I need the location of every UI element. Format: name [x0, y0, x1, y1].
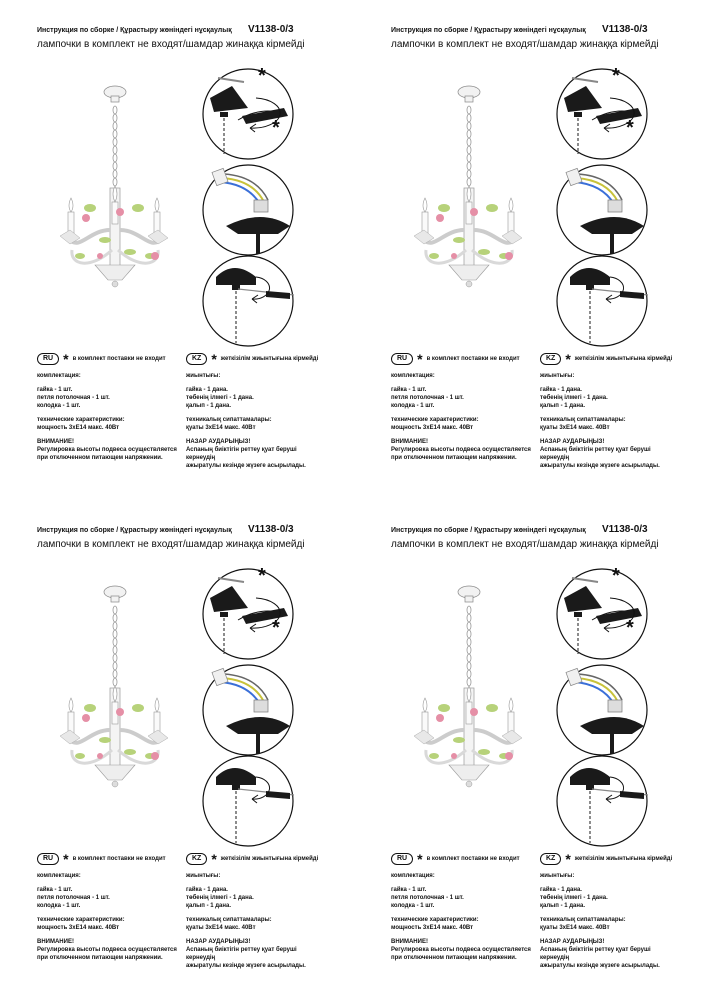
ru-warning-line: Регулировка высоты подвеса осуществляется [391, 447, 531, 453]
ru-not-included: в комплект поставки не входит [426, 856, 520, 862]
step-1-marker-a: * [258, 68, 266, 87]
kazakh-column [540, 352, 680, 470]
ru-warning-line: при отключенном питающем напряжении. [391, 955, 517, 961]
step-1-canopy-mount [552, 568, 652, 660]
ru-star-icon: * [63, 351, 69, 367]
kz-kit-item: төбенің ілмегі - 1 дана. [186, 895, 254, 901]
kz-star-icon: * [211, 351, 217, 367]
kz-star-icon: * [211, 851, 217, 867]
kz-kit-item: қалып - 1 дана. [186, 903, 232, 909]
step-1-marker-a: * [258, 568, 266, 587]
instruction-sheet-bottom-left [0, 500, 353, 1000]
kz-kit-heading: жиынтығы: [540, 373, 575, 379]
kz-kit-heading: жиынтығы: [186, 873, 221, 879]
ru-warning-heading: ВНИМАНИЕ! [37, 439, 74, 445]
step-2-wiring [552, 164, 652, 256]
ru-kit-heading: комплектация: [391, 873, 435, 879]
kz-specs-value: қуаты 3хЕ14 макс. 40Вт [186, 425, 256, 431]
ru-warning-line: Регулировка высоты подвеса осуществляется [391, 947, 531, 953]
ru-warning-heading: ВНИМАНИЕ! [391, 939, 428, 945]
kz-not-included: жеткізілім жиынтығына кірмейді [574, 356, 673, 362]
kazakh-column [186, 352, 326, 470]
model-number: V1138-0/3 [602, 24, 648, 35]
kz-legend [186, 852, 326, 866]
ru-not-included: в комплект поставки не входит [72, 356, 166, 362]
kz-warning-line: Аспаның биіктігін реттеу қуат беруші кернеудің [186, 947, 297, 961]
chandelier-illustration [404, 580, 534, 800]
ru-specs-value: мощность 3хЕ14 макс. 40Вт [37, 925, 120, 931]
kz-kit-item: төбенің ілмегі - 1 дана. [540, 395, 608, 401]
ru-warning-heading: ВНИМАНИЕ! [37, 939, 74, 945]
ru-kit-heading: комплектация: [37, 873, 81, 879]
kz-star-icon: * [565, 351, 571, 367]
step-3-height-adjust [198, 255, 298, 347]
russian-column [37, 352, 187, 462]
kz-specs-heading: техникалық сипаттамалары: [540, 917, 626, 923]
sheet-title: Инструкция по сборке / Құрастыру жөніндегі нұсқаулық [391, 27, 586, 34]
kz-kit-item: төбенің ілмегі - 1 дана. [540, 895, 608, 901]
kz-star-icon: * [565, 851, 571, 867]
ru-kit-item: гайка - 1 шт. [37, 387, 73, 393]
chandelier-illustration [50, 80, 180, 300]
ru-specs-value: мощность 3хЕ14 макс. 40Вт [37, 425, 120, 431]
bulbs-not-included-note: лампочки в комплект не входят/шамдар жинаққа кірмейді [391, 539, 659, 550]
step-1-canopy-mount [198, 568, 298, 660]
bulbs-not-included-note: лампочки в комплект не входят/шамдар жинаққа кірмейді [37, 539, 305, 550]
kz-not-included: жеткізілім жиынтығына кірмейді [220, 856, 319, 862]
ru-kit-item: гайка - 1 шт. [37, 887, 73, 893]
model-number: V1138-0/3 [602, 524, 648, 535]
instruction-sheet-bottom-right [354, 500, 707, 1000]
kz-specs-value: қуаты 3хЕ14 макс. 40Вт [540, 425, 610, 431]
kz-kit-item: гайка - 1 дана. [186, 887, 228, 893]
kz-kit-item: гайка - 1 дана. [540, 887, 582, 893]
kz-badge: KZ [540, 353, 561, 365]
step-2-wiring [552, 664, 652, 756]
ru-specs-heading: технические характеристики: [391, 417, 479, 423]
step-1-canopy-mount [198, 68, 298, 160]
step-1-marker-b: * [272, 117, 280, 139]
kz-specs-heading: техникалық сипаттамалары: [186, 917, 272, 923]
ru-specs-heading: технические характеристики: [37, 917, 125, 923]
ru-legend [37, 852, 187, 866]
instruction-sheet-top-left [0, 0, 353, 500]
kz-warning-heading: НАЗАР АУДАРЫҢЫЗ! [540, 439, 605, 445]
kz-badge: KZ [186, 353, 207, 365]
ru-warning-line: Регулировка высоты подвеса осуществляется [37, 947, 177, 953]
step-1-canopy-mount [552, 68, 652, 160]
ru-specs-heading: технические характеристики: [37, 417, 125, 423]
ru-legend [391, 852, 541, 866]
russian-column [391, 352, 541, 462]
kz-kit-item: қалып - 1 дана. [540, 403, 586, 409]
kz-kit-heading: жиынтығы: [186, 373, 221, 379]
kz-legend [540, 352, 680, 366]
bulbs-not-included-note: лампочки в комплект не входят/шамдар жинаққа кірмейді [391, 39, 659, 50]
step-3-height-adjust [198, 755, 298, 847]
step-3-height-adjust [552, 755, 652, 847]
kz-warning-heading: НАЗАР АУДАРЫҢЫЗ! [540, 939, 605, 945]
step-2-wiring [198, 664, 298, 756]
ru-kit-item: петля потолочная - 1 шт. [391, 895, 464, 901]
kz-warning-line: Аспаның биіктігін реттеу қуат беруші кернеудің [540, 447, 651, 461]
ru-warning-line: при отключенном питающем напряжении. [37, 955, 163, 961]
kz-warning-heading: НАЗАР АУДАРЫҢЫЗ! [186, 439, 251, 445]
kz-badge: KZ [186, 853, 207, 865]
sheet-title: Инструкция по сборке / Құрастыру жөніндегі нұсқаулық [37, 27, 232, 34]
kz-specs-heading: техникалық сипаттамалары: [540, 417, 626, 423]
ru-kit-item: колодка - 1 шт. [391, 403, 435, 409]
ru-kit-heading: комплектация: [37, 373, 81, 379]
step-3-height-adjust [552, 255, 652, 347]
step-1-marker-b: * [626, 117, 634, 139]
ru-star-icon: * [417, 851, 423, 867]
ru-badge: RU [391, 853, 413, 865]
step-1-marker-a: * [612, 68, 620, 87]
ru-star-icon: * [63, 851, 69, 867]
kz-warning-line: ажыратулы кезінде жүзеге асырылады. [540, 463, 660, 469]
ru-specs-heading: технические характеристики: [391, 917, 479, 923]
ru-warning-heading: ВНИМАНИЕ! [391, 439, 428, 445]
kz-warning-line: ажыратулы кезінде жүзеге асырылады. [540, 963, 660, 969]
russian-column [37, 852, 187, 962]
kz-warning-line: Аспаның биіктігін реттеу қуат беруші кернеудің [540, 947, 651, 961]
russian-column [391, 852, 541, 962]
kz-specs-heading: техникалық сипаттамалары: [186, 417, 272, 423]
kz-kit-item: гайка - 1 дана. [186, 387, 228, 393]
ru-kit-item: гайка - 1 шт. [391, 387, 427, 393]
ru-kit-item: петля потолочная - 1 шт. [391, 395, 464, 401]
kz-kit-item: гайка - 1 дана. [540, 387, 582, 393]
ru-kit-item: гайка - 1 шт. [391, 887, 427, 893]
ru-star-icon: * [417, 351, 423, 367]
kz-legend [540, 852, 680, 866]
step-1-marker-a: * [612, 568, 620, 587]
model-number: V1138-0/3 [248, 524, 294, 535]
ru-not-included: в комплект поставки не входит [72, 856, 166, 862]
ru-kit-item: петля потолочная - 1 шт. [37, 395, 110, 401]
kz-warning-line: ажыратулы кезінде жүзеге асырылады. [186, 463, 306, 469]
step-2-wiring [198, 164, 298, 256]
ru-specs-value: мощность 3хЕ14 макс. 40Вт [391, 425, 474, 431]
kz-kit-item: төбенің ілмегі - 1 дана. [186, 395, 254, 401]
model-number: V1138-0/3 [248, 24, 294, 35]
ru-not-included: в комплект поставки не входит [426, 356, 520, 362]
kz-kit-item: қалып - 1 дана. [186, 403, 232, 409]
ru-kit-item: колодка - 1 шт. [391, 903, 435, 909]
ru-kit-item: петля потолочная - 1 шт. [37, 895, 110, 901]
kz-specs-value: қуаты 3хЕ14 макс. 40Вт [540, 925, 610, 931]
ru-kit-item: колодка - 1 шт. [37, 403, 81, 409]
ru-badge: RU [391, 353, 413, 365]
kz-not-included: жеткізілім жиынтығына кірмейді [220, 356, 319, 362]
chandelier-illustration [404, 80, 534, 300]
chandelier-illustration [50, 580, 180, 800]
bulbs-not-included-note: лампочки в комплект не входят/шамдар жинаққа кірмейді [37, 39, 305, 50]
ru-kit-heading: комплектация: [391, 373, 435, 379]
kz-warning-line: ажыратулы кезінде жүзеге асырылады. [186, 963, 306, 969]
kz-badge: KZ [540, 853, 561, 865]
ru-kit-item: колодка - 1 шт. [37, 903, 81, 909]
kz-warning-heading: НАЗАР АУДАРЫҢЫЗ! [186, 939, 251, 945]
kz-not-included: жеткізілім жиынтығына кірмейді [574, 856, 673, 862]
kz-warning-line: Аспаның биіктігін реттеу қуат беруші кернеудің [186, 447, 297, 461]
ru-warning-line: Регулировка высоты подвеса осуществляется [37, 447, 177, 453]
instruction-sheet-top-right [354, 0, 707, 500]
ru-badge: RU [37, 853, 59, 865]
ru-legend [37, 352, 187, 366]
sheet-title: Инструкция по сборке / Құрастыру жөніндегі нұсқаулық [37, 527, 232, 534]
kz-specs-value: қуаты 3хЕ14 макс. 40Вт [186, 925, 256, 931]
kz-kit-item: қалып - 1 дана. [540, 903, 586, 909]
kazakh-column [186, 852, 326, 970]
kz-kit-heading: жиынтығы: [540, 873, 575, 879]
ru-warning-line: при отключенном питающем напряжении. [391, 455, 517, 461]
ru-legend [391, 352, 541, 366]
ru-warning-line: при отключенном питающем напряжении. [37, 455, 163, 461]
step-1-marker-b: * [626, 617, 634, 639]
kazakh-column [540, 852, 680, 970]
step-1-marker-b: * [272, 617, 280, 639]
ru-specs-value: мощность 3хЕ14 макс. 40Вт [391, 925, 474, 931]
ru-badge: RU [37, 353, 59, 365]
kz-legend [186, 352, 326, 366]
sheet-title: Инструкция по сборке / Құрастыру жөніндегі нұсқаулық [391, 527, 586, 534]
